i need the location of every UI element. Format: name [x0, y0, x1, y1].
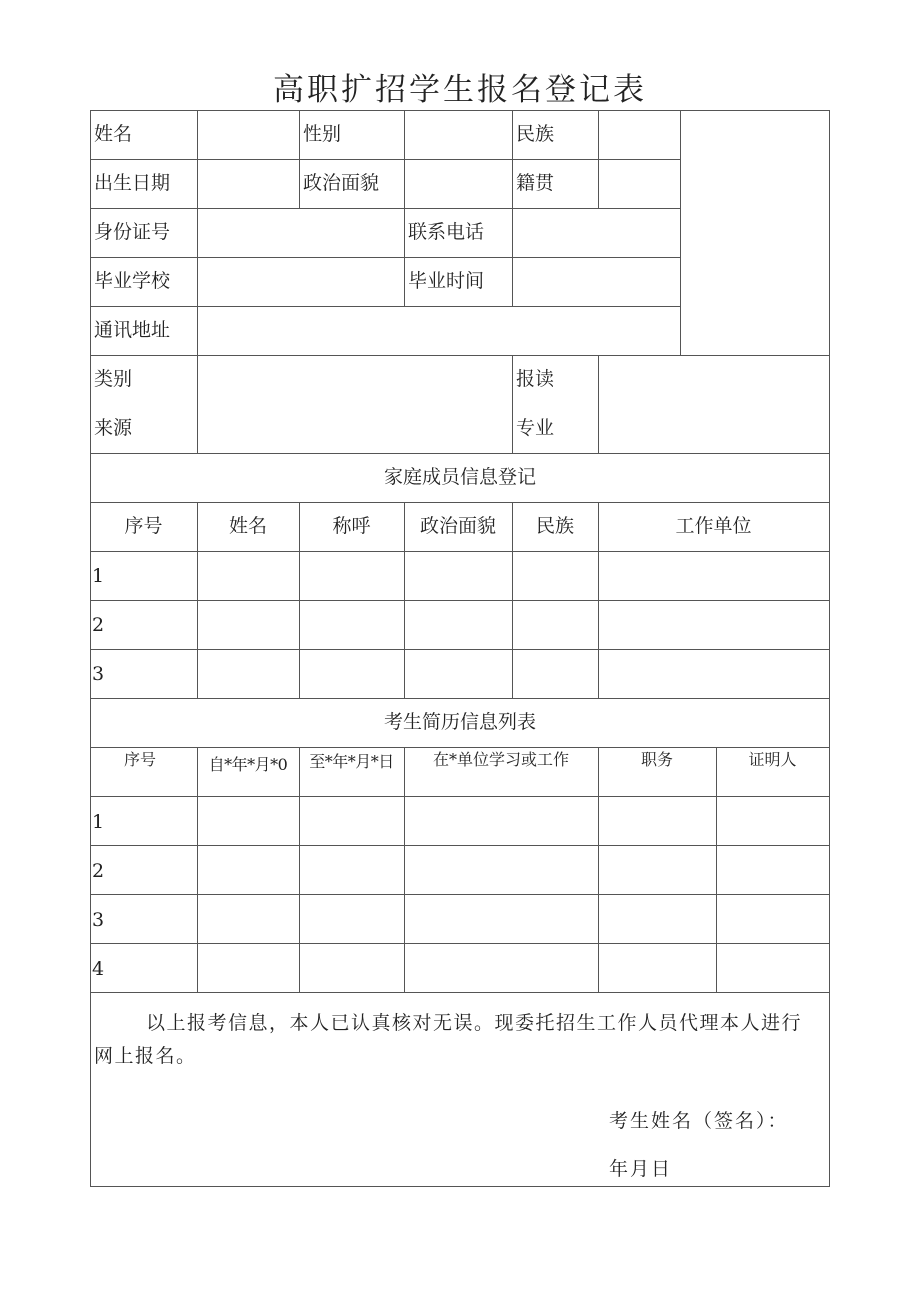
table-border-bottom [90, 1186, 830, 1187]
family-col-relation: 称呼 [332, 515, 371, 537]
source-label: 来源 [94, 417, 133, 439]
table-col-divider [598, 747, 599, 992]
table-border-right [829, 110, 830, 1187]
family-col-political: 政治面貌 [419, 515, 496, 537]
table-col-divider [716, 747, 717, 992]
table-col-divider [512, 208, 513, 306]
family-row-index: 1 [92, 565, 105, 587]
resume-col-position: 职务 [640, 750, 673, 769]
table-col-divider [197, 110, 198, 453]
birth-date-label: 出生日期 [94, 172, 171, 194]
phone-label: 联系电话 [408, 221, 485, 243]
resume-col-to: 至*年*月*日 [309, 752, 394, 771]
table-col-divider [197, 747, 198, 992]
table-col-divider [512, 355, 513, 453]
date-label: 年月日 [609, 1158, 673, 1180]
table-col-divider [404, 208, 405, 306]
name-label: 姓名 [94, 123, 133, 145]
family-col-index: 序号 [124, 515, 163, 537]
table-rule [90, 208, 681, 209]
resume-col-from: 自*年*月*0 [208, 755, 288, 774]
apply-label: 报读 [516, 368, 555, 390]
table-col-divider [404, 110, 405, 208]
family-col-ethnicity: 民族 [535, 515, 574, 537]
family-col-workplace: 工作单位 [675, 515, 752, 537]
table-col-divider [598, 110, 599, 208]
resume-col-witness: 证明人 [748, 750, 797, 769]
address-label: 通讯地址 [94, 319, 171, 341]
major-label: 专业 [516, 417, 555, 439]
ethnicity-label: 民族 [516, 123, 555, 145]
table-rule [90, 649, 830, 650]
table-col-divider [598, 355, 599, 453]
declaration-text: 以上报考信息，本人已认真核对无误。现委托招生工作人员代理本人进行网上报名。 [94, 1012, 803, 1067]
table-col-divider [299, 110, 300, 208]
table-border-top [90, 110, 830, 111]
table-rule [90, 600, 830, 601]
family-row-index: 2 [92, 614, 105, 636]
resume-row-index: 2 [92, 860, 105, 882]
resume-row-index: 3 [92, 909, 105, 931]
resume-row-index: 4 [92, 958, 105, 980]
gender-label: 性别 [303, 123, 342, 145]
resume-section-heading: 考生简历信息列表 [383, 711, 536, 733]
graduation-time-label: 毕业时间 [408, 270, 485, 292]
signature-label: 考生姓名（签名）： [609, 1110, 789, 1132]
table-rule [90, 159, 681, 160]
table-col-divider [404, 747, 405, 992]
table-col-divider [299, 747, 300, 992]
table-col-divider [680, 110, 681, 355]
table-rule [90, 845, 830, 846]
form-title: 高职扩招学生报名登记表 [273, 72, 647, 108]
table-rule [90, 894, 830, 895]
political-status-label: 政治面貌 [303, 172, 380, 194]
table-border-left [90, 110, 91, 1187]
table-rule [90, 551, 830, 552]
table-rule [90, 453, 830, 454]
id-number-label: 身份证号 [94, 221, 171, 243]
table-rule [90, 355, 830, 356]
table-rule [90, 306, 681, 307]
table-rule [90, 502, 830, 503]
table-rule [90, 796, 830, 797]
resume-col-index: 序号 [123, 750, 156, 769]
graduate-school-label: 毕业学校 [94, 270, 171, 292]
table-rule [90, 698, 830, 699]
family-row-index: 3 [92, 663, 105, 685]
category-label: 类别 [94, 368, 133, 390]
family-section-heading: 家庭成员信息登记 [383, 466, 536, 488]
family-col-name: 姓名 [228, 515, 267, 537]
table-col-divider [512, 110, 513, 208]
table-rule [90, 943, 830, 944]
table-rule [90, 257, 681, 258]
table-rule [90, 992, 830, 993]
resume-col-unit: 在*单位学习或工作 [432, 750, 569, 769]
resume-row-index: 1 [92, 811, 105, 833]
native-place-label: 籍贯 [516, 172, 555, 194]
